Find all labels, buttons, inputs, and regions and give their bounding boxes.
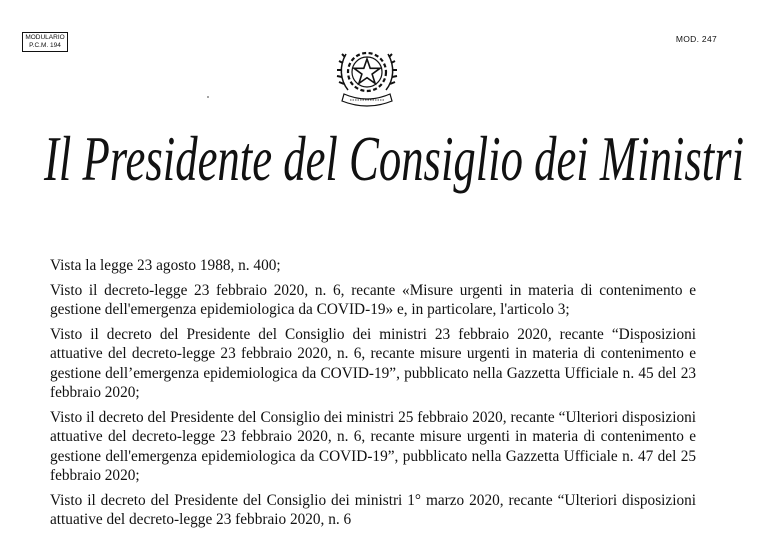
paragraph: Visto il decreto del Presidente del Consiglio dei ministri 1° marzo 2020, recante “Ulteriori disposizioni attuative del decreto-legge 23 febbraio 2020, n. 6 xyxy=(50,491,696,528)
italian-republic-emblem-icon xyxy=(330,38,404,112)
paragraph: Visto il decreto del Presidente del Consiglio dei ministri 25 febbraio 2020, recante “Ulteriori disposizioni attuative del decreto-legge 23 febbraio 2020, n. 6, recante misure urgenti in materia di contenimento e gestione dell'emergenza epidemiologica da COVID-19”, pubblicato nella Gazzetta Ufficiale n. 47 del 25 febbraio 2020; xyxy=(50,408,696,484)
form-code: MOD. 247 xyxy=(675,34,717,44)
scan-speck xyxy=(207,96,209,98)
paragraph: Visto il decreto del Presidente del Consiglio dei ministri 23 febbraio 2020, recante “Disposizioni attuative del decreto-legge 23 febbraio 2020, n. 6, recante misure urgenti in materia di contenimento e gestione dell’emergenza epidemiologica da COVID-19”, pubblicato nella Gazzetta Ufficiale n. 45 del 23 febbraio 2020; xyxy=(50,325,696,401)
stamp-line-1: MODULARIO xyxy=(25,34,65,41)
decree-body xyxy=(50,256,696,528)
modulario-stamp xyxy=(22,32,68,52)
stamp-line-2: P.C.M. 194 xyxy=(29,42,61,49)
paragraph: Visto il decreto-legge 23 febbraio 2020, n. 6, recante «Misure urgenti in materia di contenimento e gestione dell'emergenza epidemiologica da COVID-19» e, in particolare, l'articolo 3; xyxy=(50,281,696,318)
president-heading xyxy=(24,118,764,213)
paragraph: Vista la legge 23 agosto 1988, n. 400; xyxy=(50,257,281,274)
heading-text: Il Presidente del Consiglio dei Ministri xyxy=(43,123,744,194)
